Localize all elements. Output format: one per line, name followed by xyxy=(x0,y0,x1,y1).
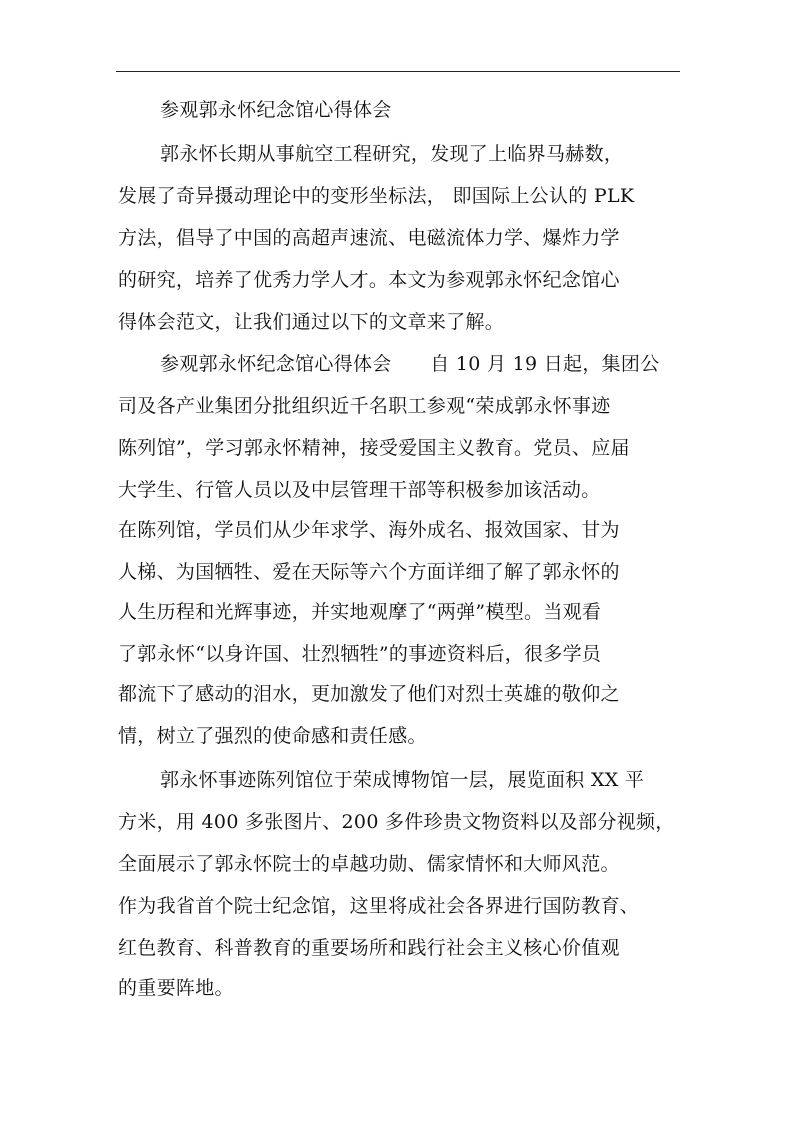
header-rule xyxy=(116,71,680,72)
paragraph-line: 得体会范文，让我们通过以下的文章来了解。 xyxy=(118,311,505,333)
document-title: 参观郭永怀纪念馆心得体会 xyxy=(160,99,392,121)
paragraph-line: 的研究，培养了优秀力学人才。本文为参观郭永怀纪念馆心 xyxy=(118,269,620,291)
paragraph-line: 人梯、为国牺牲、爱在天际等六个方面详细了解了郭永怀的 xyxy=(118,561,620,583)
paragraph-line: 人生历程和光辉事迹，并实地观摩了“两弹”模型。当观看 xyxy=(118,601,602,623)
paragraph-line: 郭永怀事迹陈列馆位于荣成博物馆一层，展览面积 XX 平 xyxy=(160,769,645,791)
paragraph-line: 大学生、行管人员以及中层管理干部等积极参加该活动。 xyxy=(118,479,601,501)
paragraph-line: 了郭永怀“以身许国、壮烈牺牲”的事迹资料后，很多学员 xyxy=(118,643,602,665)
paragraph-line: 司及各产业集团分批组织近千名职工参观“荣成郭永怀事迹 xyxy=(118,395,611,417)
paragraph-line: 都流下了感动的泪水，更加激发了他们对烈士英雄的敬仰之 xyxy=(118,683,620,705)
paragraph-line: 情，树立了强烈的使命感和责任感。 xyxy=(118,725,427,747)
paragraph-line: 发展了奇异摄动理论中的变形坐标法， 即国际上公认的 PLK xyxy=(118,185,635,207)
paragraph-line: 的重要阵地。 xyxy=(118,977,234,999)
paragraph-line: 全面展示了郭永怀院士的卓越功勋、儒家情怀和大师风范。 xyxy=(118,853,620,875)
paragraph-line: 陈列馆”，学习郭永怀精神，接受爱国主义教育。党员、应届 xyxy=(118,437,630,459)
paragraph-line: 在陈列馆，学员们从少年求学、海外成名、报效国家、甘为 xyxy=(118,519,620,541)
paragraph-line: 红色教育、科普教育的重要场所和践行社会主义核心价值观 xyxy=(118,937,620,959)
paragraph-line: 作为我省首个院士纪念馆，这里将成社会各界进行国防教育、 xyxy=(118,895,640,917)
paragraph-line: 方法，倡导了中国的高超声速流、电磁流体力学、爆炸力学 xyxy=(118,227,620,249)
paragraph-line: 方米，用 400 多张图片、200 多件珍贵文物资料以及部分视频， xyxy=(118,811,675,833)
paragraph-line: 参观郭永怀纪念馆心得体会 自 10 月 19 日起，集团公 xyxy=(160,353,660,375)
paragraph-line: 郭永怀长期从事航空工程研究，发现了上临界马赫数， xyxy=(160,143,624,165)
